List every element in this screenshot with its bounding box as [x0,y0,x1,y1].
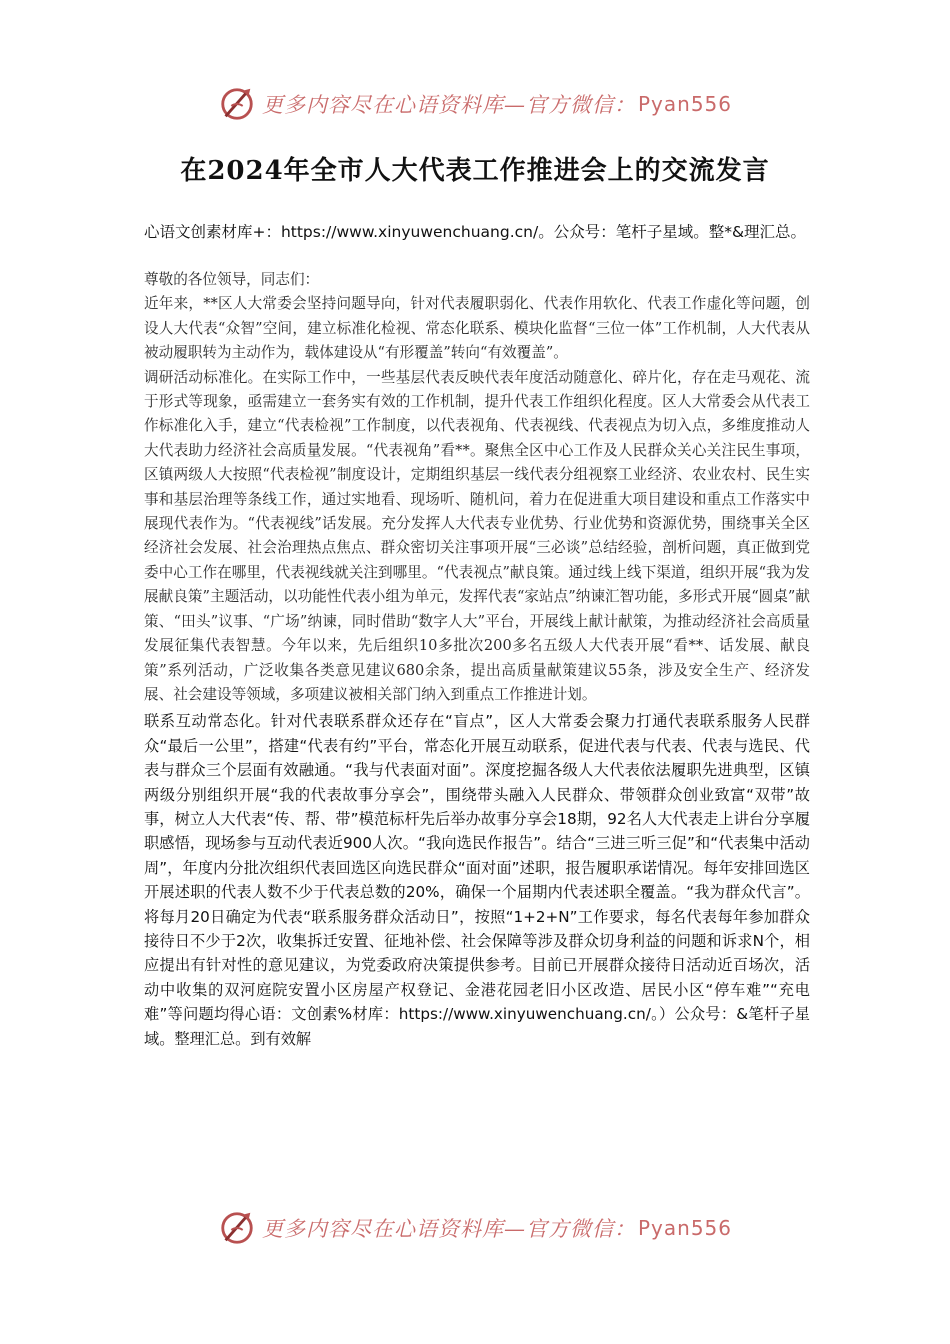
document-body [144,268,810,1051]
banner-wechat-id: Pyan556 [637,92,732,116]
footer-banner [0,1206,950,1250]
paragraph-research: 调研活动标准化。在实际工作中，一些基层代表反映代表年度活动随意化、碎片化，存在走马观花、流于形式等现象，亟需建立一套务实有效的工作机制，提升代表工作组织化程度。区人大常委会从代表工作标准化入手，建立“代表检视”工作制度，以代表视角、代表视线、代表视点为切入点，多维度推动人大代表助力经济社会高质量发展。“代表视角”看**。聚焦全区中心工作及人民群众关心关注民生事项，区镇两级人大按照“代表检视”制度设计，定期组织基层一线代表分组视察工业经济、农业农村、民生实事和基层治理等条线工作，通过实地看、现场听、随机问，着力在促进重大项目建设和重点工作落实中展现代表作为。“代表视线”话发展。充分发挥人大代表专业优势、行业优势和资源优势，围绕事关全区经济社会发展、社会治理热点焦点、群众密切关注事项开展“三必谈”总结经验，剖析问题，真正做到党委中心工作在哪里，代表视线就关注到哪里。“代表视点”献良策。通过线上线下渠道，组织开展“我为发展献良策”主题活动，以功能性代表小组为单元，发挥代表“家站点”纳谏汇智功能，多形式开展“圆桌”献策、“田头”议事、“广场”纳谏，同时借助“数字人大”平台，开展线上献计献策，为推动经济社会高质量发展征集代表智慧。今年以来，先后组织10多批次200多名五级人大代表开展“看**、话发展、献良策”系列活动，广泛收集各类意见建议680余条，提出高质量献策建议55条，涉及安全生产、经济发展、社会建设等领域，多项建议被相关部门纳入到重点工作推进计划。 [144,368,810,703]
source-note: 心语文创素材库+：https://www.xinyuwenchuang.cn/。公众号：笔杆子星域。整*&理汇总。 [143,223,807,241]
banner-wechat-id: Pyan556 [637,1216,732,1240]
paragraph-intro: 近年来，**区人大常委会坚持问题导向，针对代表履职弱化、代表作用软化、代表工作虚化等问题，创设人大代表“众智”空间，建立标准化检视、常态化联系、模块化监督“三位一体”工作机制，人大代表从被动履职转为主动作为，载体建设从“有形覆盖”转向“有效覆盖”。 [144,295,810,362]
header-banner [0,82,950,126]
document-title: 在2024年全市人大代表工作推进会上的交流发言 [180,156,770,186]
brush-logo-icon [218,1209,256,1247]
banner-text: 更多内容尽在心语资料库—官方微信： [261,1217,636,1241]
paragraph-liaison: 联系互动常态化。针对代表联系群众还存在“盲点”，区人大常委会聚力打通代表联系服务人民群众“最后一公里”，搭建“代表有约”平台，常态化开展互动联系，促进代表与代表、代表与选民、代表与群众三个层面有效融通。“我与代表面对面”。深度挖掘各级人大代表依法履职先进典型，区镇两级分别组织开展“我的代表故事分享会”，围绕带头融入人民群众、带领群众创业致富“双带”故事，树立人大代表“传、帮、带”模范标杆先后举办故事分享会18期，92名人大代表走上讲台分享履职感悟，现场参与互动代表近900人次。“我向选民作报告”。结合“三进三听三促”和“代表集中活动周”，年度内分批次组织代表回选区向选民群众“面对面”述职，报告履职承诺情况。每年安排回选区开展述职的代表人数不少于代表总数的20%，确保一个届期内代表述职全覆盖。“我为群众代言”。将每月20日确定为代表“联系服务群众活动日”，按照“1+2+N”工作要求，每名代表每年参加群众接待日不少于2次，收集拆迁安置、征地补偿、社会保障等涉及群众切身利益的问题和诉求N个，相应提出有针对性的意见建议，为党委政府决策提供参考。目前已开展群众接待日活动近百场次，活动中收集的双河庭院安置小区房屋产权登记、金港花园老旧小区改造、居民小区“停车难”“充电难”等问题均得心语：文创素%材库：https://www.xinyuwenchuang.cn/。）公众号：&笔杆子星域。整理汇总。到有效解 [144,712,810,1048]
banner-text: 更多内容尽在心语资料库—官方微信： [261,93,636,117]
brush-logo-icon [218,85,256,123]
salutation: 尊敬的各位领导，同志们： [144,271,320,288]
